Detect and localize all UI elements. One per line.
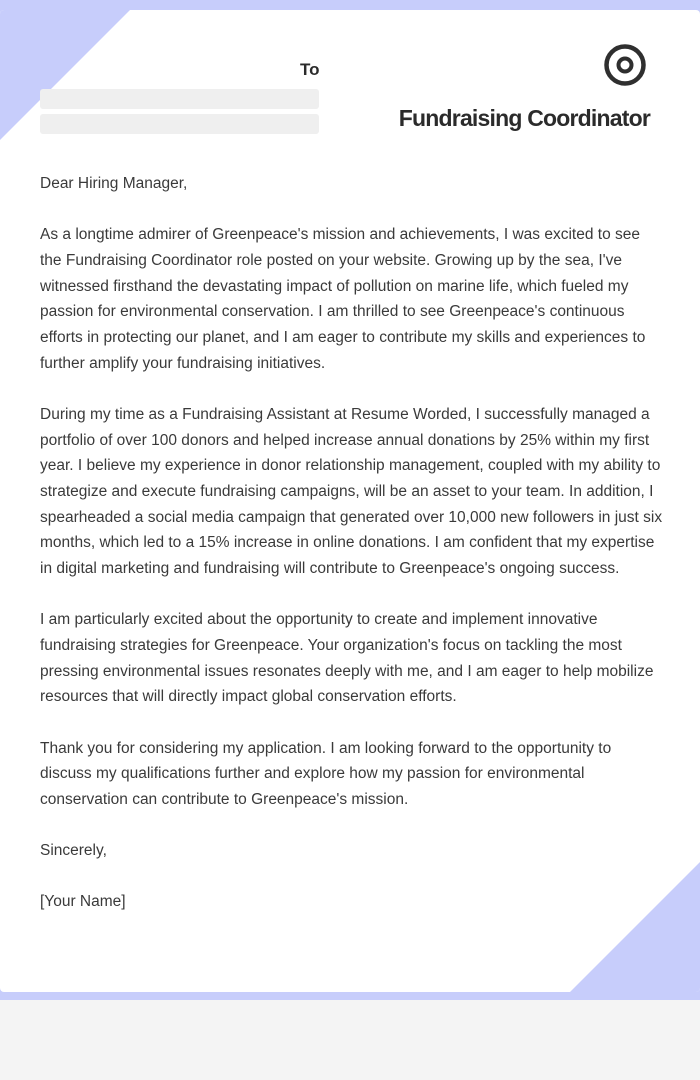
recipient-label: To — [300, 60, 320, 79]
closing: Sincerely, — [40, 842, 107, 860]
paragraph: I am particularly excited about the opportunity to create and implement innovative fundraising strategies for Greenpeace. Your organization's focus on tackling the most pressing environmental issues resonates deeply with me, and I am eager to help mobilize resources that will directly impact global conservation efforts. — [40, 611, 654, 706]
paragraph: During my time as a Fundraising Assistant at Resume Worded, I successfully managed a portfolio of over 100 donors and helped increase annual donations by 25% within my first year. I believe my experience in donor relationship management, coupled with my ability to strategize and execute fundraising campaigns, will be an asset to your team. In addition, I spearheaded a social media campaign that generated over 10,000 new followers in just six months, which led to a 15% increase in online donations. I am confident that my expertise in digital marketing and fundraising will contribute to Greenpeace's ongoing success. — [40, 405, 663, 578]
job-title: Fundraising Coordinator — [398, 105, 650, 131]
recipient-placeholder-line — [40, 114, 319, 134]
letter-body — [40, 171, 665, 941]
recipient-placeholder-line — [40, 89, 319, 109]
greeting: Dear Hiring Manager, — [40, 175, 188, 192]
signature: [Your Name] — [40, 893, 126, 911]
paragraph: Thank you for considering my application. I am looking forward to the opportunity to discuss my qualifications further and explore how my passion for environmental conservation can contribute to Greenpeace's mission. — [40, 739, 612, 809]
letter-sheet — [0, 10, 700, 992]
paragraph: As a longtime admirer of Greenpeace's mission and achievements, I was excited to see the Fundraising Coordinator role posted on your website. Growing up by the sea, I've witnessed firsthand the devastating impact of pollution on marine life, which fueled my passion for environmental conservation. I am thrilled to see Greenpeace's continuous efforts in protecting our planet, and I am eager to contribute my skills and experiences to further amplify your fundraising initiatives. — [40, 226, 646, 372]
target-icon — [603, 43, 647, 87]
